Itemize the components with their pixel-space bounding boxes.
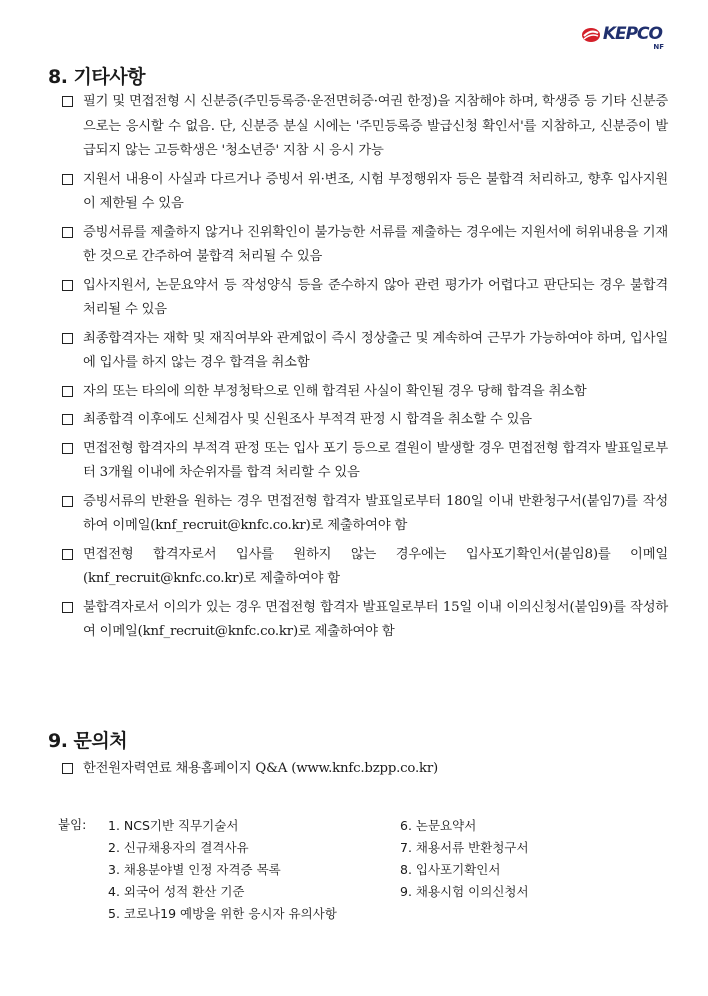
list-item: 9. 채용시험 이의신청서 (400, 884, 529, 899)
section-8-list (62, 90, 668, 649)
logo-sub: NF (653, 43, 664, 51)
list-item: 8. 입사포기확인서 (400, 862, 501, 877)
checkbox-icon (62, 174, 73, 185)
checkbox-icon (62, 414, 73, 425)
checkbox-icon (62, 763, 73, 774)
list-item: 자의 또는 타의에 의한 부정청탁으로 인해 합격된 사실이 확인될 경우 당해 합격을 취소함 (62, 380, 668, 405)
list-item: 2. 신규채용자의 결격사유 (108, 840, 249, 855)
list-item: 1. NCS기반 직무기술서 (108, 818, 239, 833)
list-item: 3. 채용분야별 인정 자격증 목록 (108, 862, 281, 877)
list-item: 증빙서류의 반환을 원하는 경우 면접전형 합격자 발표일로부터 180일 이내 반환청구서(붙임7)를 작성하여 이메일(knf_recruit@knfc.co.kr)로 제출하여야 함 (62, 490, 668, 539)
checkbox-icon (62, 549, 73, 560)
checkbox-icon (62, 333, 73, 344)
list-item: 6. 논문요약서 (400, 818, 477, 833)
checkbox-icon (62, 280, 73, 291)
checkbox-icon (62, 96, 73, 107)
checkbox-icon (62, 227, 73, 238)
checkbox-icon (62, 443, 73, 454)
list-item: 필기 및 면접전형 시 신분증(주민등록증·운전면허증·여권 한정)을 지참해야 하며, 학생증 등 기타 신분증으로는 응시할 수 없음. 단, 신분증 분실 시에는 '주민등록증 발급신청 확인서'를 지참하고, 신분증이 발급되지 않는 고등학생은 '청소년증' 지참 시 응시 가능 (62, 90, 668, 164)
list-item: 최종합격자는 재학 및 재직여부와 관계없이 즉시 정상출근 및 계속하여 근무가 가능하여야 하며, 입사일에 입사를 하지 않는 경우 합격을 취소함 (62, 327, 668, 376)
list-item: 입사지원서, 논문요약서 등 작성양식 등을 준수하지 않아 관련 평가가 어렵다고 판단되는 경우 불합격 처리될 수 있음 (62, 274, 668, 323)
list-item: 최종합격 이후에도 신체검사 및 신원조사 부적격 판정 시 합격을 취소할 수 있음 (62, 408, 668, 433)
list-item: 불합격자로서 이의가 있는 경우 면접전형 합격자 발표일로부터 15일 이내 이의신청서(붙임9)를 작성하여 이메일(knf_recruit@knfc.co.kr)로 제출하여야 함 (62, 596, 668, 645)
appendix-left-list (108, 815, 337, 925)
list-item: 4. 외국어 성적 환산 기준 (108, 884, 245, 899)
section-8-title: 8. 기타사항 (48, 66, 145, 88)
list-item: 5. 코로나19 예방을 위한 응시자 유의사항 (108, 906, 337, 921)
list-item: 한전원자력연료 채용홈페이지 Q&A (www.knfc.bzpp.co.kr) (62, 757, 668, 782)
appendix-right-list (400, 815, 529, 903)
list-item: 면접전형 합격자의 부적격 판정 또는 입사 포기 등으로 결원이 발생할 경우 면접전형 합격자 발표일로부터 3개월 이내에 차순위자를 합격 처리할 수 있음 (62, 437, 668, 486)
kepco-nf-logo (581, 24, 664, 51)
list-item: 7. 채용서류 반환청구서 (400, 840, 529, 855)
list-item: 면접전형 합격자로서 입사를 원하지 않는 경우에는 입사포기확인서(붙임8)를 이메일(knf_recruit@knfc.co.kr)로 제출하여야 함 (62, 543, 668, 592)
kepco-emblem-icon (581, 27, 601, 43)
list-item: 지원서 내용이 사실과 다르거나 증빙서 위·변조, 시험 부정행위자 등은 불합격 처리하고, 향후 입사지원이 제한될 수 있음 (62, 168, 668, 217)
checkbox-icon (62, 602, 73, 613)
logo-brand: KEPCO (602, 24, 662, 44)
section-9-list (62, 757, 668, 786)
appendix-label: 붙임: (58, 817, 87, 832)
checkbox-icon (62, 496, 73, 507)
checkbox-icon (62, 386, 73, 397)
list-item: 증빙서류를 제출하지 않거나 진위확인이 불가능한 서류를 제출하는 경우에는 지원서에 허위내용을 기재한 것으로 간주하여 불합격 처리될 수 있음 (62, 221, 668, 270)
section-9-title: 9. 문의처 (48, 730, 128, 752)
